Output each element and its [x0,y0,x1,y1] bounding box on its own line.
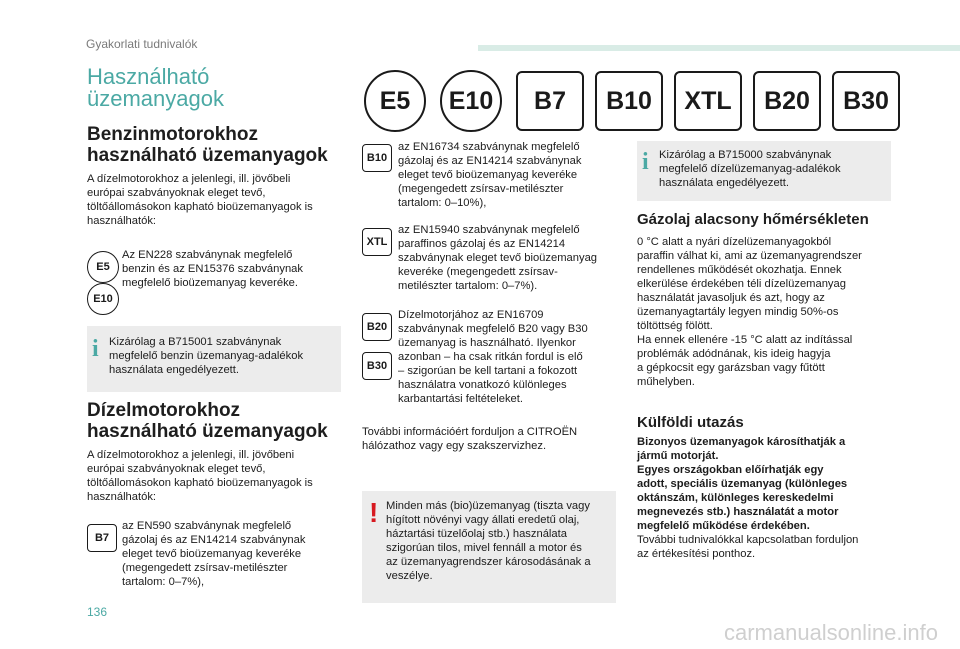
more-info-text [362,425,612,453]
desc-line: metilészter tartalom: 0–7%). [398,280,538,292]
cold-line: elkerülése érdekében téli dízelüzemanyag [637,278,846,290]
desc-line: eleget tevő bioüzemanyag keveréke [122,548,302,560]
page-title [87,66,224,110]
desc-line: szabványnak megfelelő B20 vagy B30 [398,323,588,335]
cold-heading: Gázolaj alacsony hőmérsékleten [637,211,869,228]
desc-line: üzemanyag is használható. Ilyenkor [398,337,576,349]
badge-e5: E5 [364,70,426,132]
badge-xtl-small: XTL [362,228,392,256]
travel-text [637,533,917,561]
warning-line: Minden más (bio)üzemanyag (tiszta vagy [386,500,590,512]
travel-line: az értékesítési ponthoz. [637,548,756,560]
diesel-heading [87,400,347,442]
badge-e5-small: E5 [87,251,119,283]
petrol-intro-line: töltőállomásokon kapható bioüzemanyagok is [87,201,313,213]
header-bar [478,45,960,51]
diesel-intro-line: töltőállomásokon kapható bioüzemanyagok is [87,477,313,489]
diesel-intro-line: A dízelmotorokhoz a jelenlegi, ill. jövőbeni [87,449,295,461]
desc-line: benzin és az EN15376 szabványnak [122,263,303,275]
more-info-line: hálózathoz vagy egy szakszervizhez. [362,440,547,452]
cold-line: használatát javasoljuk és azt, hogy az [637,292,825,304]
warning-icon: ! [369,497,379,528]
desc-line: azonban – ha csak ritkán fordul is elő [398,351,583,363]
travel-bold-line: Egyes országokban előírhatják egy [637,464,824,476]
badge-xtl: XTL [674,71,742,131]
badge-b30-small: B30 [362,352,392,380]
page-number: 136 [87,605,108,619]
badge-b10-small: B10 [362,144,392,172]
desc-line: eleget tevő bioüzemanyag keveréke [398,169,578,181]
travel-bold-line: adott, speciális üzemanyag (különleges [637,478,848,490]
cold-line: 0 °C alatt a nyári dízelüzemanyagokból [637,236,832,248]
cold-line: paraffin válhat ki, ami az üzemanyagrendszer [637,250,862,262]
diesel-info-text [659,148,887,190]
desc-line: az EN15940 szabványnak megfelelő [398,224,580,236]
desc-line: paraffinos gázolaj és az EN14214 [398,238,566,250]
warning-line: veszélye. [386,570,433,582]
petrol-intro-line: használhatók: [87,215,157,227]
cold-line: rendellenes működését okozhatja. Ennek [637,264,842,276]
petrol-intro-line: A dízelmotorokhoz a jelenlegi, ill. jövőbeli [87,173,291,185]
desc-line: keveréke (megengedett zsírsav- [398,266,558,278]
diesel-b7-desc [122,519,347,589]
b10-desc [398,140,618,210]
desc-line: – szigorúan be kell tartani a fokozott [398,365,578,377]
travel-bold-line: megfelelő működése érdekében. [637,520,810,532]
petrol-intro-line: európai szabványoknak eleget tevő, [87,187,266,199]
info-line: Kizárólag a B715001 szabványnak [109,336,282,348]
desc-line: tartalom: 0–10%), [398,197,487,209]
cold-line: töltöttség fölött. [637,320,713,332]
diesel-heading-line2: használható üzemanyagok [87,421,328,442]
badge-b20-small: B20 [362,313,392,341]
more-info-line: További információért forduljon a CITROËN [362,426,578,438]
travel-heading: Külföldi utazás [637,414,744,431]
warning-line: szigorúan tilos, mivel fennáll a motor és [386,542,582,554]
cold-text [637,235,917,389]
desc-line: gázolaj és az EN14214 szabványnak [122,534,306,546]
desc-line: tartalom: 0–7%), [122,576,205,588]
petrol-heading-line1: Benzinmotorokhoz [87,124,258,145]
section-header: Gyakorlati tudnivalók [86,37,198,51]
cold-line: üzemanyagtartály legyen mindig 50%-os [637,306,839,318]
diesel-info-box [637,141,891,201]
badge-b7: B7 [516,71,584,131]
info-line: használata engedélyezett. [109,364,239,376]
diesel-intro-line: használhatók: [87,491,157,503]
petrol-info-box [87,326,341,392]
petrol-info-text [109,335,337,377]
travel-bold-line: Bizonyos üzemanyagok károsíthatják a [637,436,846,448]
desc-line: Az EN228 szabványnak megfelelő [122,249,293,261]
travel-bold-line: megnevezés stb.) használatát a motor [637,506,839,518]
info-line: használata engedélyezett. [659,177,789,189]
desc-line: szabványnak eleget tevő bioüzemanyag [398,252,598,264]
info-line: megfelelő benzin üzemanyag-adalékok [109,350,304,362]
badge-b10: B10 [595,71,663,131]
info-line: megfelelő dízelüzemanyag-adalékok [659,163,841,175]
petrol-heading-line2: használható üzemanyagok [87,145,328,166]
warning-line: hígított növényi vagy állati eredetű olaj, [386,514,580,526]
travel-line: További tudnivalókkal kapcsolatban forduljon [637,534,859,546]
badge-b30: B30 [832,71,900,131]
b20-b30-desc [398,308,618,406]
desc-line: az EN16734 szabványnak megfelelő [398,141,580,153]
desc-line: karbantartási feltételeket. [398,393,523,405]
desc-line: gázolaj és az EN14214 szabványnak [398,155,582,167]
diesel-heading-line1: Dízelmotorokhoz [87,400,241,421]
travel-bold-text [637,435,917,533]
desc-line: (megengedett zsírsav-metilészter [122,562,288,574]
petrol-intro [87,172,347,228]
desc-line: (megengedett zsírsav-metilészter [398,183,564,195]
desc-line: megfelelő bioüzemanyag keveréke. [122,277,298,289]
warning-box [362,491,616,603]
info-icon: i [642,149,649,175]
cold-line: a gépkocsit egy garázsban vagy fűtött [637,362,825,374]
cold-line: Ha ennek ellenére -15 °C alatt az indítással [637,334,853,346]
watermark: carmanualsonline.info [723,620,938,645]
petrol-heading [87,124,347,166]
desc-line: Dízelmotorjához az EN16709 [398,309,544,321]
badge-b7-small: B7 [87,524,117,552]
info-icon: i [92,336,99,362]
travel-bold-line: jármű motorját. [637,450,719,462]
travel-bold-line: oktánszám, különleges kereskedelmi [637,492,834,504]
warning-line: háztartási tüzelőolaj stb.) használata [386,528,567,540]
badge-b20: B20 [753,71,821,131]
xtl-desc [398,223,618,293]
desc-line: az EN590 szabványnak megfelelő [122,520,292,532]
cold-line: problémák adódnának, kis ideig hagyja [637,348,831,360]
info-line: Kizárólag a B715000 szabványnak [659,149,832,161]
badge-e10: E10 [440,70,502,132]
diesel-intro-line: európai szabványoknak eleget tevő, [87,463,266,475]
page-title-line1: Használható [87,64,210,89]
petrol-e5-e10-desc [122,248,342,290]
page-title-line2: üzemanyagok [87,86,224,111]
desc-line: használatra vonatkozó különleges [398,379,567,391]
warning-text [386,499,612,583]
cold-line: műhelyben. [637,376,695,388]
warning-line: az üzemanyagrendszer károsodásának a [386,556,591,568]
badge-e10-small: E10 [87,283,119,315]
diesel-intro [87,448,347,504]
